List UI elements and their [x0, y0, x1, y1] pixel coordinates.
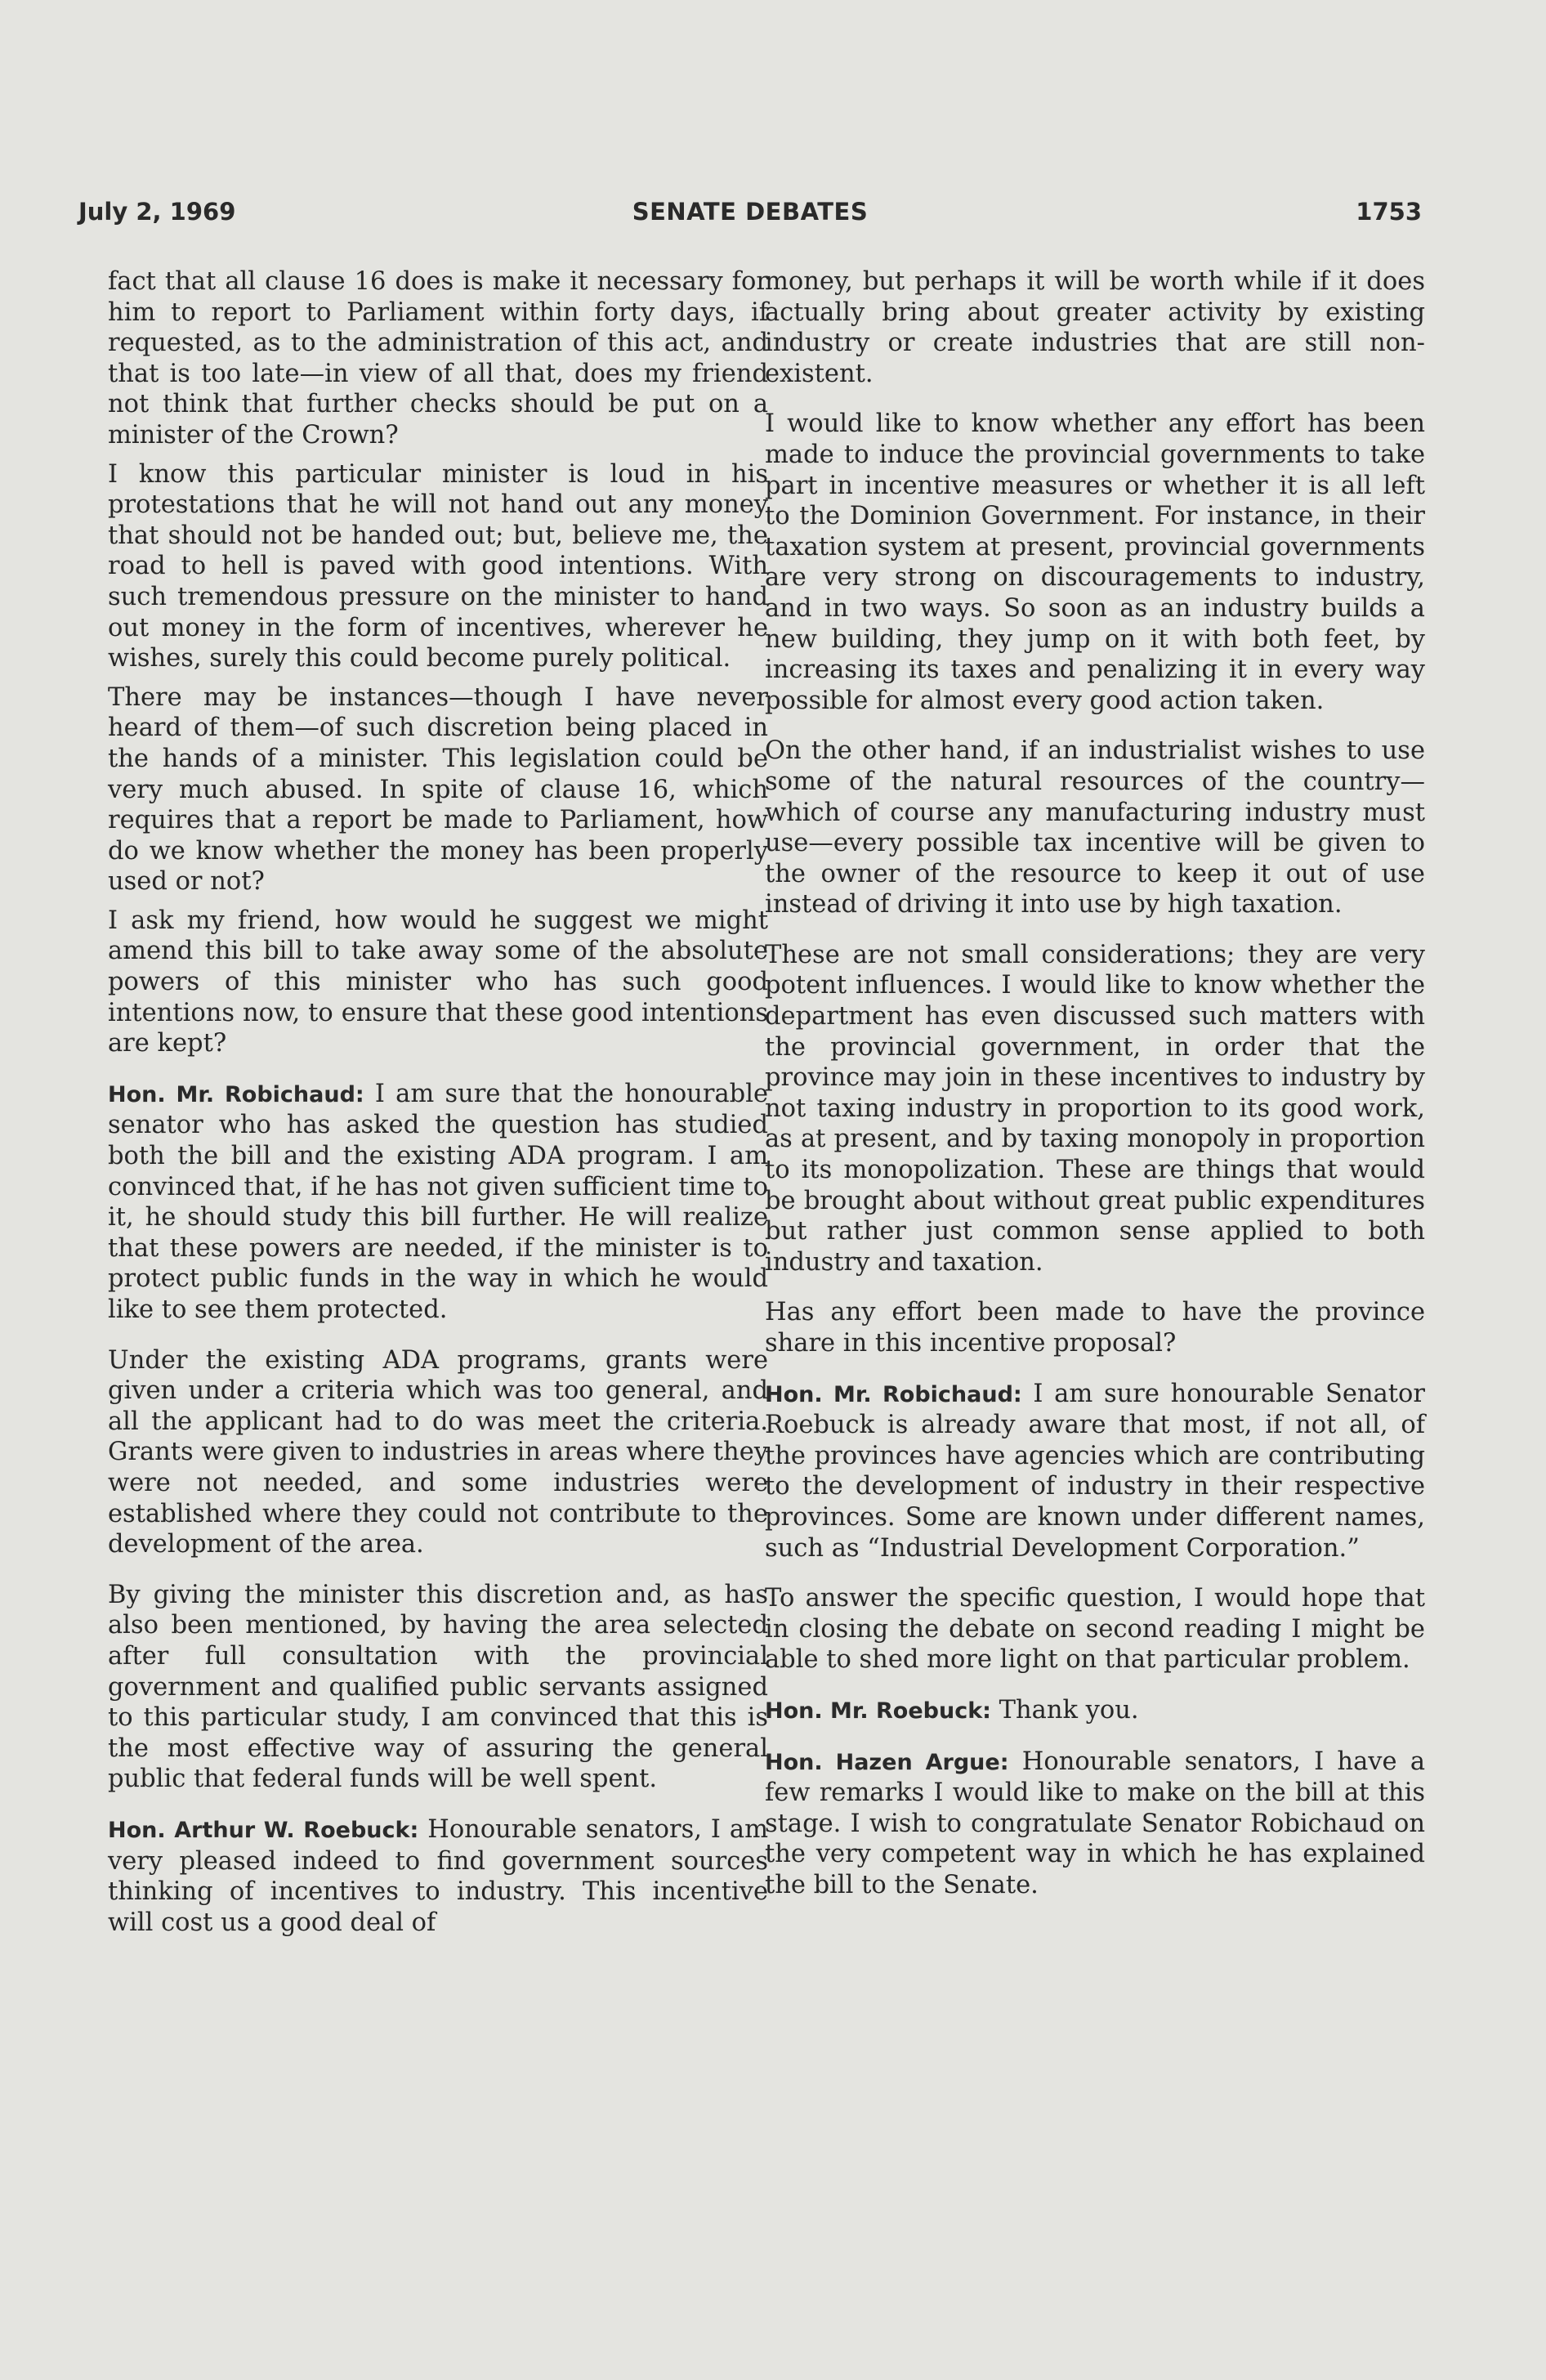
paragraph: I would like to know whether any effort has been made to induce the provincial governments to take part in incentive measures or whether it is all left to the Dominion Government. For instance, in their taxation system at present, provincial governments are very strong on discouragements to industry, and in two ways. So soon as an industry builds a new building, they jump on it with both feet, by increasing its taxes and penalizing it in every way possible for almost every good action taken. [765, 409, 1425, 715]
speech-paragraph [765, 1379, 1425, 1564]
paragraph: There may be instances—though I have never heard of them—of such discretion being placed in the hands of a minister. This legislation could be very much abused. In spite of clause 16, which requires that a report be made to Parliament, how do we know whether the money has been properly used or not? [108, 682, 768, 897]
paragraph: On the other hand, if an industrialist wishes to use some of the natural resources of the country—which of course any manufacturing industry must use—every possible tax incentive will be given to the owner of the resource to keep it out of use instead of driving it into use by high taxation. [765, 736, 1425, 919]
paragraph: money, but perhaps it will be worth while if it does actually bring about greater activity by existing industry or create industries that are still non-existent. [765, 267, 1425, 388]
paragraph: fact that all clause 16 does is make it necessary for him to report to Parliament within forty days, if requested, as to the administration of this act, and that is too late—in view of all that, does my friend not think that further checks should be put on a minister of the Crown? [108, 267, 768, 450]
speaker-name: Hon. Mr. Robichaud: [765, 1381, 1022, 1407]
speech-paragraph [765, 1695, 1425, 1727]
speech-paragraph [108, 1079, 768, 1326]
speech-text: Thank you. [990, 1695, 1139, 1725]
speech-text: I am sure honourable Senator Roebuck is already aware that most, if not all, of the provinces have agencies which are contributing to the development of industry in their respective provinces. Some are known under different names, such as “Industrial Development Corporation.” [765, 1379, 1425, 1563]
header-date: July 2, 1969 [78, 198, 236, 226]
left-column [108, 266, 768, 1946]
speaker-name: Hon. Arthur W. Roebuck: [108, 1817, 419, 1843]
paragraph: By giving the minister this discretion and, as has also been mentioned, by having the area selected after full consultation with the provincial government and qualified public servants assigned to this particular study, I am convinced that this is the most effective way of assuring the general public that federal funds will be well spent. [108, 1580, 768, 1794]
speech-text: Honourable senators, I have a few remarks I would like to make on the bill at this stage. I wish to congratulate Senator Robichaud on the very competent way in which he has explained the bill to the Senate. [765, 1747, 1425, 1899]
speech-paragraph [765, 1747, 1425, 1901]
paragraph: These are not small considerations; they are very potent influences. I would like to know whether the department has even discussed such matters with the provincial government, in order that the province may join in these incentives to industry by not taxing industry in proportion to its good work, as at present, and by taxing monopoly in proportion to its monopolization. These are things that would be brought about without great public expenditures but rather just common sense applied to both industry and taxation. [765, 940, 1425, 1277]
speaker-name: Hon. Mr. Robichaud: [108, 1081, 364, 1107]
speaker-name: Hon. Mr. Roebuck: [765, 1698, 991, 1724]
paragraph: Has any effort been made to have the province share in this incentive proposal? [765, 1298, 1425, 1358]
paragraph: I know this particular minister is loud in his protestations that he will not hand out any money that should not be handed out; but, believe me, the road to hell is paved with good intentions. With such tremendous pressure on the minister to hand out money in the form of incentives, wherever he wishes, surely this could become purely political. [108, 459, 768, 673]
page-number: 1753 [1356, 198, 1422, 226]
speaker-name: Hon. Hazen Argue: [765, 1749, 1009, 1775]
header-title: SENATE DEBATES [632, 198, 869, 226]
speech-text: Honourable senators, I am very pleased indeed to find government sources thinking of incentives to industry. This incentive will cost us a good deal of [108, 1814, 768, 1937]
paragraph: Under the existing ADA programs, grants were given under a criteria which was too general, and all the applicant had to do was meet the criteria. Grants were given to industries in areas where they were not needed, and some industries were established where they could not contribute to the development of the area. [108, 1345, 768, 1559]
speech-paragraph [108, 1814, 768, 1938]
right-column [765, 266, 1425, 1909]
running-header [78, 198, 1422, 239]
speech-text: I am sure that the honourable senator who has asked the question has studied both the bill and the existing ADA program. I am convinced that, if he has not given sufficient time to it, he should study this bill further. He will realize that these powers are needed, if the minister is to protect public funds in the way in which he would like to see them protected. [108, 1079, 768, 1324]
paragraph: To answer the specific question, I would hope that in closing the debate on second reading I might be able to shed more light on that particular problem. [765, 1584, 1425, 1675]
paragraph: I ask my friend, how would he suggest we might amend this bill to take away some of the absolute powers of this minister who has such good intentions now, to ensure that these good intentions are kept? [108, 906, 768, 1058]
